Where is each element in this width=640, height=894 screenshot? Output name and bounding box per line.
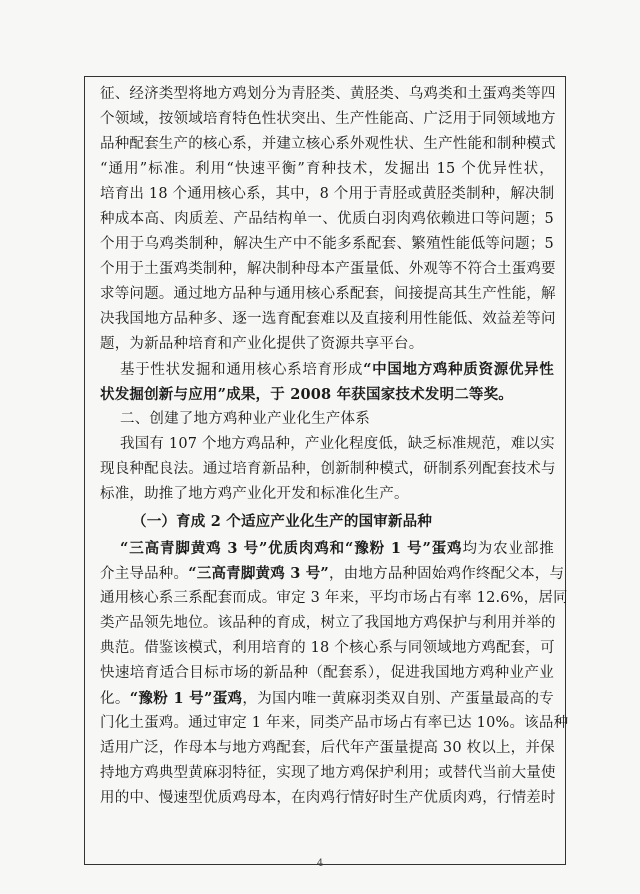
text-line (100, 382, 554, 407)
text-run: ，由地方品种固始鸡作终配父本，与 (328, 566, 565, 582)
text-line: 适用广泛，作母本与地方鸡配套，后代年产蛋量提高 30 枚以上，并保 (100, 740, 555, 756)
text-line (120, 536, 554, 561)
text-line: 通用核心系三系配套而成。审定 3 年来，平均市场占有率 12.6%，居同 (100, 590, 568, 606)
text-line (100, 686, 554, 711)
text-line: 决我国地方品种多、逐一选育配套难以及直接利用性能低、效益差等问 (100, 311, 556, 327)
text-line: 典范。借鉴该模式，利用培育的 18 个核心系与同领域地方鸡配套，可 (100, 640, 555, 656)
text-line: 求等问题。通过地方品种与通用核心系配套，间接提高其生产性能，解 (100, 286, 556, 302)
text-line: 持地方鸡典型黄麻羽特征，实现了地方鸡保护利用；或替代当前大量使 (100, 765, 556, 781)
page-number: 4 (316, 858, 324, 869)
text-line: 个领域，按领域培育特色性状突出、生产性能高、广泛用于同领域地方 (100, 111, 556, 127)
text-line: “通用”标准。利用“快速平衡”育种技术，发掘出 15 个优异性状， (100, 161, 554, 177)
bold-run: 成果，于 2008 年获国家技术发明二等奖。 (226, 386, 513, 403)
text-line (100, 561, 565, 586)
text-line: 个用于土蛋鸡类制种，解决制种母本产蛋量低、外观等不符合土蛋鸡要 (100, 261, 556, 277)
text-line: 征、经济类型将地方鸡划分为青胫类、黄胫类、乌鸡类和土蛋鸡类等四 (100, 86, 556, 102)
text-line: 培育出 18 个通用核心系，其中，8 个用于青胫或黄胫类制种，解决制 (100, 186, 555, 202)
text-run: 化。 (100, 691, 130, 707)
text-run: 介主导品种。 (100, 566, 189, 582)
bold-run: 状发掘创新与应用” (100, 386, 227, 403)
bold-run: “三高青脚黄鸡 3 号”优质肉鸡和“豫粉 1 号”蛋鸡 (120, 540, 463, 557)
text-line: 种成本高、肉质差、产品结构单一、优质白羽肉鸡依赖进口等问题；5 (100, 211, 554, 227)
bold-run: “豫粉 1 号”蛋鸡 (129, 690, 243, 707)
text-run: ，为国内唯一黄麻羽类双自别、产蛋量最高的专 (242, 691, 555, 707)
text-line: 品种配套生产的核心系，并建立核心系外观性状、生产性能和制种模式 (100, 136, 556, 152)
text-line: 个用于乌鸡类制种，解决生产中不能多系配套、繁殖性能低等问题；5 (100, 236, 554, 252)
bold-run: “三高青脚黄鸡 3 号” (188, 565, 329, 582)
text-run: 均为农业部推 (462, 541, 554, 557)
text-run: 基于性状发掘和通用核心系培育形成 (120, 362, 364, 378)
text-line: 用的中、慢速型优质鸡母本，在肉鸡行情好时生产优质肉鸡，行情差时 (100, 790, 556, 806)
text-line: 我国有 107 个地方鸡品种，产业化程度低，缺乏标准规范，难以实 (120, 436, 555, 452)
text-line: 现良种配良法。通过培育新品种，创新制种模式，研制系列配套技术与 (100, 461, 556, 477)
bold-run: “中国地方鸡种质资源优异性 (363, 361, 554, 378)
text-line: 题，为新品种培育和产业化提供了资源共享平台。 (100, 336, 424, 352)
text-line: 类产品领先地位。该品种的育成，树立了我国地方鸡保护与利用并举的 (100, 615, 556, 631)
section-heading: 二、创建了地方鸡种业产业化生产体系 (120, 411, 370, 427)
text-line (120, 357, 554, 382)
subsection-heading: （一）育成 2 个适应产业化生产的国审新品种 (132, 513, 433, 530)
text-line: 标准，助推了地方鸡产业化开发和标准化生产。 (100, 486, 409, 502)
text-line: 门化土蛋鸡。通过审定 1 年来，同类产品市场占有率已达 10%。该品种 (100, 715, 569, 731)
text-line: 快速培育适合目标市场的新品种（配套系），促进我国地方鸡种业产业 (100, 665, 554, 681)
